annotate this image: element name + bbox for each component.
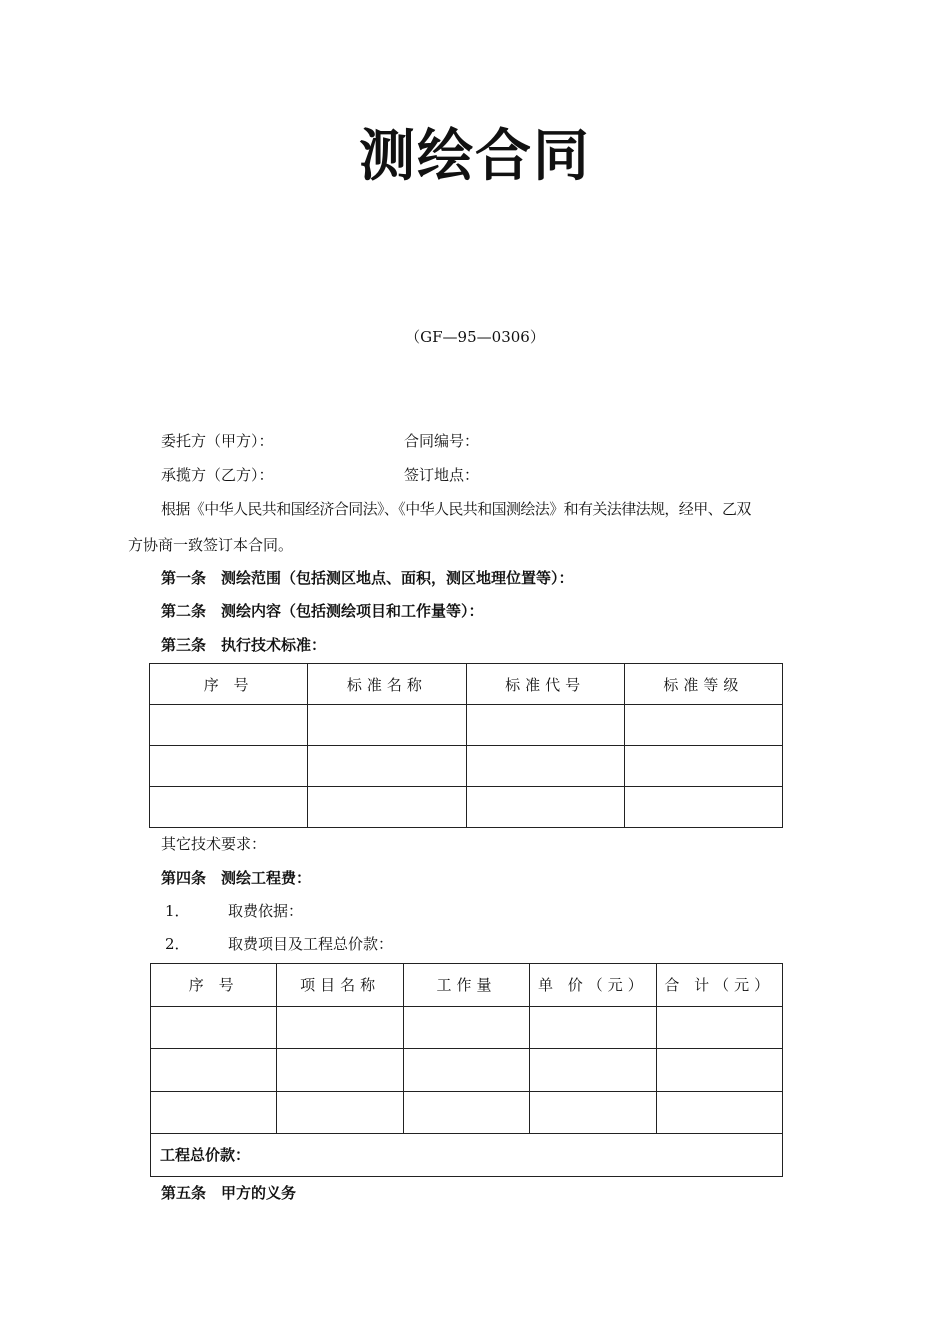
table-row [150, 746, 783, 787]
header-cell: 项目名称 [277, 964, 403, 1007]
table-cell [656, 1049, 782, 1092]
contract-code: （GF—95—0306） [405, 328, 545, 346]
standards-table [149, 663, 783, 828]
table-row [150, 705, 783, 746]
table-cell [530, 1006, 656, 1049]
table-cell [403, 1049, 529, 1092]
table-cell [150, 746, 308, 787]
table-header-row [151, 964, 783, 1007]
preamble-line-1: 根据《中华人民共和国经济合同法》、《中华人民共和国测绘法》和有关法律法规，经甲、乙双 [161, 500, 751, 518]
document-title: 测绘合同 [359, 124, 591, 189]
client-label: 委托方（甲方）： [161, 432, 274, 450]
article-2: 第二条 测绘内容（包括测绘项目和工作量等）： [161, 602, 484, 620]
article-4-item-2-number: 2． [165, 935, 190, 953]
article-1: 第一条 测绘范围（包括测区地点、面积，测区地理位置等）： [161, 569, 574, 587]
article-5: 第五条 甲方的义务 [161, 1184, 297, 1202]
header-cell: 工作量 [403, 964, 529, 1007]
table-cell [277, 1091, 403, 1134]
table-cell [308, 705, 466, 746]
table-header-row [150, 664, 783, 705]
table-cell [656, 1091, 782, 1134]
table-cell [151, 1006, 277, 1049]
preamble-line-2: 方协商一致签订本合同。 [128, 536, 294, 554]
table-cell [624, 705, 782, 746]
header-cell: 序 号 [150, 664, 308, 705]
total-row [151, 1134, 783, 1177]
article-4-item-1-text: 取费依据： [228, 902, 304, 920]
article-4-item-2-text: 取费项目及工程总价款： [228, 935, 394, 953]
contract-no-label: 合同编号： [404, 432, 480, 450]
table-cell [624, 787, 782, 828]
table-cell [466, 746, 624, 787]
table-cell [150, 787, 308, 828]
table-cell [151, 1091, 277, 1134]
sign-place-label: 签订地点： [404, 466, 480, 484]
table-cell [530, 1049, 656, 1092]
table-row [150, 787, 783, 828]
table-cell [308, 746, 466, 787]
table-cell [656, 1006, 782, 1049]
header-cell: 标准代号 [466, 664, 624, 705]
header-cell: 单 价（元） [530, 964, 656, 1007]
table-cell [151, 1049, 277, 1092]
table-cell [277, 1049, 403, 1092]
table-cell [277, 1006, 403, 1049]
header-cell: 标准等级 [624, 664, 782, 705]
contractor-label: 承揽方（乙方）： [161, 466, 274, 484]
header-cell: 标准名称 [308, 664, 466, 705]
header-cell: 序 号 [151, 964, 277, 1007]
table-row [151, 1049, 783, 1092]
table-cell [624, 746, 782, 787]
header-cell: 合 计（元） [656, 964, 782, 1007]
table-cell [403, 1006, 529, 1049]
table-row [151, 1006, 783, 1049]
table-cell [466, 787, 624, 828]
table-cell [403, 1091, 529, 1134]
table-cell [150, 705, 308, 746]
table-cell [308, 787, 466, 828]
article-3: 第三条 执行技术标准： [161, 636, 327, 654]
article-4: 第四条 测绘工程费： [161, 869, 312, 887]
article-4-item-1-number: 1． [165, 902, 190, 920]
table-row [151, 1091, 783, 1134]
table-cell [530, 1091, 656, 1134]
total-price-label: 工程总价款： [151, 1134, 783, 1177]
fee-table [150, 963, 783, 1177]
table-cell [466, 705, 624, 746]
other-requirements-label: 其它技术要求： [161, 835, 267, 853]
